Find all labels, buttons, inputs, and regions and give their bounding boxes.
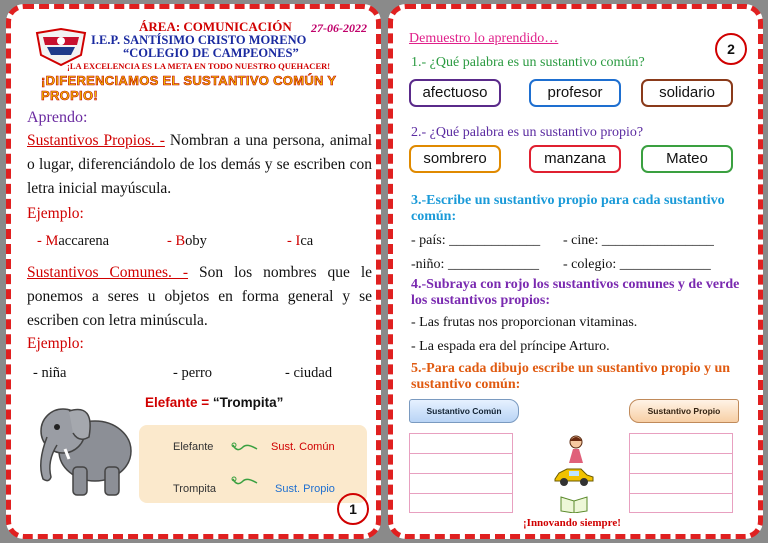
diagram-type-1: Sust. Común bbox=[271, 441, 335, 453]
question-3: 3.-Escribe un sustantivo propio para cada sustantivo común: bbox=[411, 193, 725, 224]
car-icon bbox=[553, 465, 595, 487]
q1-option[interactable]: solidario bbox=[641, 79, 733, 107]
girl-icon bbox=[565, 435, 587, 463]
q2-option[interactable]: manzana bbox=[529, 145, 621, 173]
answer-box-propio[interactable] bbox=[629, 433, 733, 513]
example-propio: - Ica bbox=[287, 233, 314, 249]
page-number-badge: 2 bbox=[715, 33, 747, 65]
question-2: 2.- ¿Qué palabra es un sustantivo propio? bbox=[411, 125, 644, 140]
q1-option[interactable]: afectuoso bbox=[409, 79, 501, 107]
q3-item[interactable]: - cine: ________________ bbox=[563, 233, 714, 248]
elephant-icon bbox=[29, 393, 139, 503]
propios-label: Sustantivos Propios. - bbox=[27, 132, 165, 149]
school-motto: “COLEGIO DE CAMPEONES” bbox=[123, 46, 299, 60]
propios-text: Nombran a una persona, animal o lugar, diferenciándolo de los demás y se escriben con letra inicial mayúscula. bbox=[27, 132, 372, 197]
q2-option[interactable]: Mateo bbox=[641, 145, 733, 173]
banner-propio: Sustantivo Propio bbox=[629, 399, 739, 423]
book-icon bbox=[559, 493, 589, 513]
elefante-example: Elefante = “Trompita” bbox=[145, 395, 284, 410]
diagram-type-2: Sust. Propio bbox=[275, 483, 335, 495]
arrow-icon bbox=[231, 475, 259, 489]
comunes-paragraph bbox=[27, 261, 372, 333]
comunes-text: Son los nombres que le ponemos a seres u objetos en forma general y se escriben con letra minúscula. bbox=[27, 264, 373, 329]
diagram-word-1: Elefante bbox=[173, 441, 214, 453]
practice-heading: Demuestro lo aprendido… bbox=[409, 31, 559, 46]
diagram-word-2: Trompita bbox=[173, 483, 216, 495]
aprendo-heading: Aprendo: bbox=[27, 109, 88, 126]
answer-box-comun[interactable] bbox=[409, 433, 513, 513]
q3-item[interactable]: - país: _____________ bbox=[411, 233, 541, 248]
example-comun: - niña bbox=[33, 365, 67, 381]
q4-sentence[interactable]: - Las frutas nos proporcionan vitaminas. bbox=[411, 315, 638, 330]
example-propio: - Boby bbox=[167, 233, 207, 249]
q3-item[interactable]: -niño: _____________ bbox=[411, 257, 539, 272]
worksheet-title: ¡DIFERENCIAMOS EL SUSTANTIVO COMÚN Y PROPIO! bbox=[41, 73, 337, 103]
example-propio: - Maccarena bbox=[37, 233, 110, 249]
arrow-icon bbox=[231, 441, 259, 455]
page-two bbox=[388, 4, 763, 539]
noun-diagram bbox=[139, 425, 367, 503]
q2-option[interactable]: sombrero bbox=[409, 145, 501, 173]
q3-item[interactable]: - colegio: _____________ bbox=[563, 257, 711, 272]
footer-slogan: ¡Innovando siempre! bbox=[523, 517, 621, 529]
q1-option[interactable]: profesor bbox=[529, 79, 621, 107]
page-one bbox=[6, 4, 381, 539]
question-4: 4.-Subraya con rojo los sustantivos comunes y de verde los sustantivos propios: bbox=[411, 277, 740, 308]
school-name: I.E.P. SANTÍSIMO CRISTO MORENO bbox=[91, 33, 307, 47]
example-comun: - perro bbox=[173, 365, 213, 381]
question-5: 5.-Para cada dibujo escribe un sustantivo propio y un sustantivo común: bbox=[411, 361, 731, 392]
date-label: 27-06-2022 bbox=[311, 21, 367, 35]
q4-sentence[interactable]: - La espada era del príncipe Arturo. bbox=[411, 339, 610, 354]
example-row-comunes bbox=[33, 365, 332, 382]
propios-paragraph bbox=[27, 129, 372, 201]
school-slogan: ¡LA EXCELENCIA ES LA META EN TODO NUESTRO QUEHACER! bbox=[67, 61, 331, 71]
example-row-propios bbox=[37, 233, 313, 250]
question-1: 1.- ¿Qué palabra es un sustantivo común? bbox=[411, 55, 645, 70]
area-label: ÁREA: COMUNICACIÓN bbox=[139, 19, 292, 34]
banner-comun: Sustantivo Común bbox=[409, 399, 519, 423]
page-number-badge: 1 bbox=[337, 493, 369, 525]
ejemplo-heading-2: Ejemplo: bbox=[27, 335, 84, 352]
comunes-label: Sustantivos Comunes. - bbox=[27, 264, 189, 281]
example-comun: - ciudad bbox=[285, 365, 333, 381]
ejemplo-heading-1: Ejemplo: bbox=[27, 205, 84, 222]
